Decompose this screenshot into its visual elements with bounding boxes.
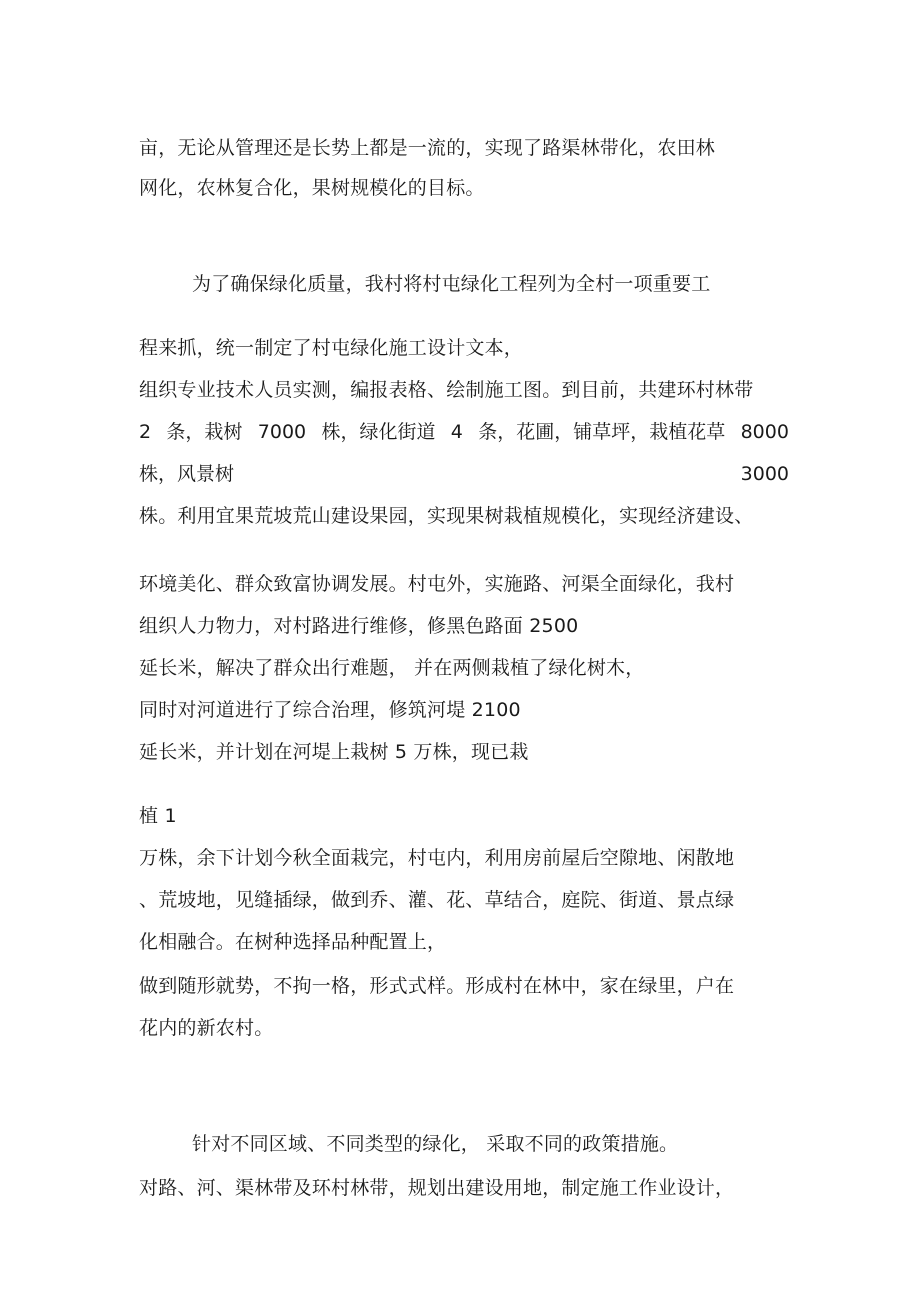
text-line: 做到随形就势，不拘一格，形式式样。形成村在林中，家在绿里，户在	[139, 975, 735, 997]
text-segment: 3000	[740, 463, 789, 485]
text-line: 万株，余下计划今秋全面栽完，村屯内，利用房前屋后空隙地、闲散地	[139, 847, 735, 869]
text-line: 程来抓，统一制定了村屯绿化施工设计文本，	[139, 337, 524, 359]
text-segment: 条，花圃，铺草坪，栽植花草	[478, 421, 726, 443]
justified-text-line	[139, 420, 789, 444]
text-line: 延长米，解决了群众出行难题， 并在两侧栽植了绿化树木，	[139, 657, 645, 679]
text-segment: 8000	[740, 421, 789, 443]
text-line: 株。利用宜果荒坡荒山建设果园，实现果树栽植规模化，实现经济建设、	[139, 505, 754, 527]
paragraph-start-line: 针对不同区域、不同类型的绿化， 采取不同的政策措施。	[192, 1133, 679, 1155]
text-line: 组织人力物力，对村路进行维修，修黑色路面 2500	[139, 615, 579, 637]
justified-text-line	[139, 462, 789, 486]
paragraph-start-line: 为了确保绿化质量，我村将村屯绿化工程列为全村一项重要工	[192, 273, 711, 295]
text-line: 植 1	[139, 805, 177, 827]
text-line: 延长米，并计划在河堤上栽树 5 万株，现已栽	[139, 741, 529, 763]
text-segment: 7000	[257, 421, 307, 443]
text-segment: 2	[139, 421, 152, 443]
text-line: 对路、河、渠林带及环村林带，规划出建设用地，制定施工作业设计，	[139, 1177, 735, 1199]
text-segment: 株，绿化街道	[321, 421, 436, 443]
text-line: 亩，无论从管理还是长势上都是一流的，实现了路渠林带化，农田林	[139, 137, 716, 159]
text-line: 化相融合。在树种选择品种配置上，	[139, 931, 447, 953]
text-segment: 条，栽树	[166, 421, 243, 443]
text-line: 环境美化、群众致富协调发展。村屯外，实施路、河渠全面绿化，我村	[139, 573, 735, 595]
text-segment: 株，风景树	[139, 463, 235, 485]
text-line: 、荒坡地，见缝插绿，做到乔、灌、花、草结合，庭院、街道、景点绿	[139, 889, 735, 911]
text-line: 组织专业技术人员实测，编报表格、绘制施工图。到目前，共建环村林带	[139, 379, 754, 401]
text-line: 同时对河道进行了综合治理，修筑河堤 2100	[139, 699, 521, 721]
text-line: 花内的新农村。	[139, 1017, 274, 1039]
text-line: 网化，农林复合化，果树规模化的目标。	[139, 177, 485, 199]
text-segment: 4	[450, 421, 463, 443]
